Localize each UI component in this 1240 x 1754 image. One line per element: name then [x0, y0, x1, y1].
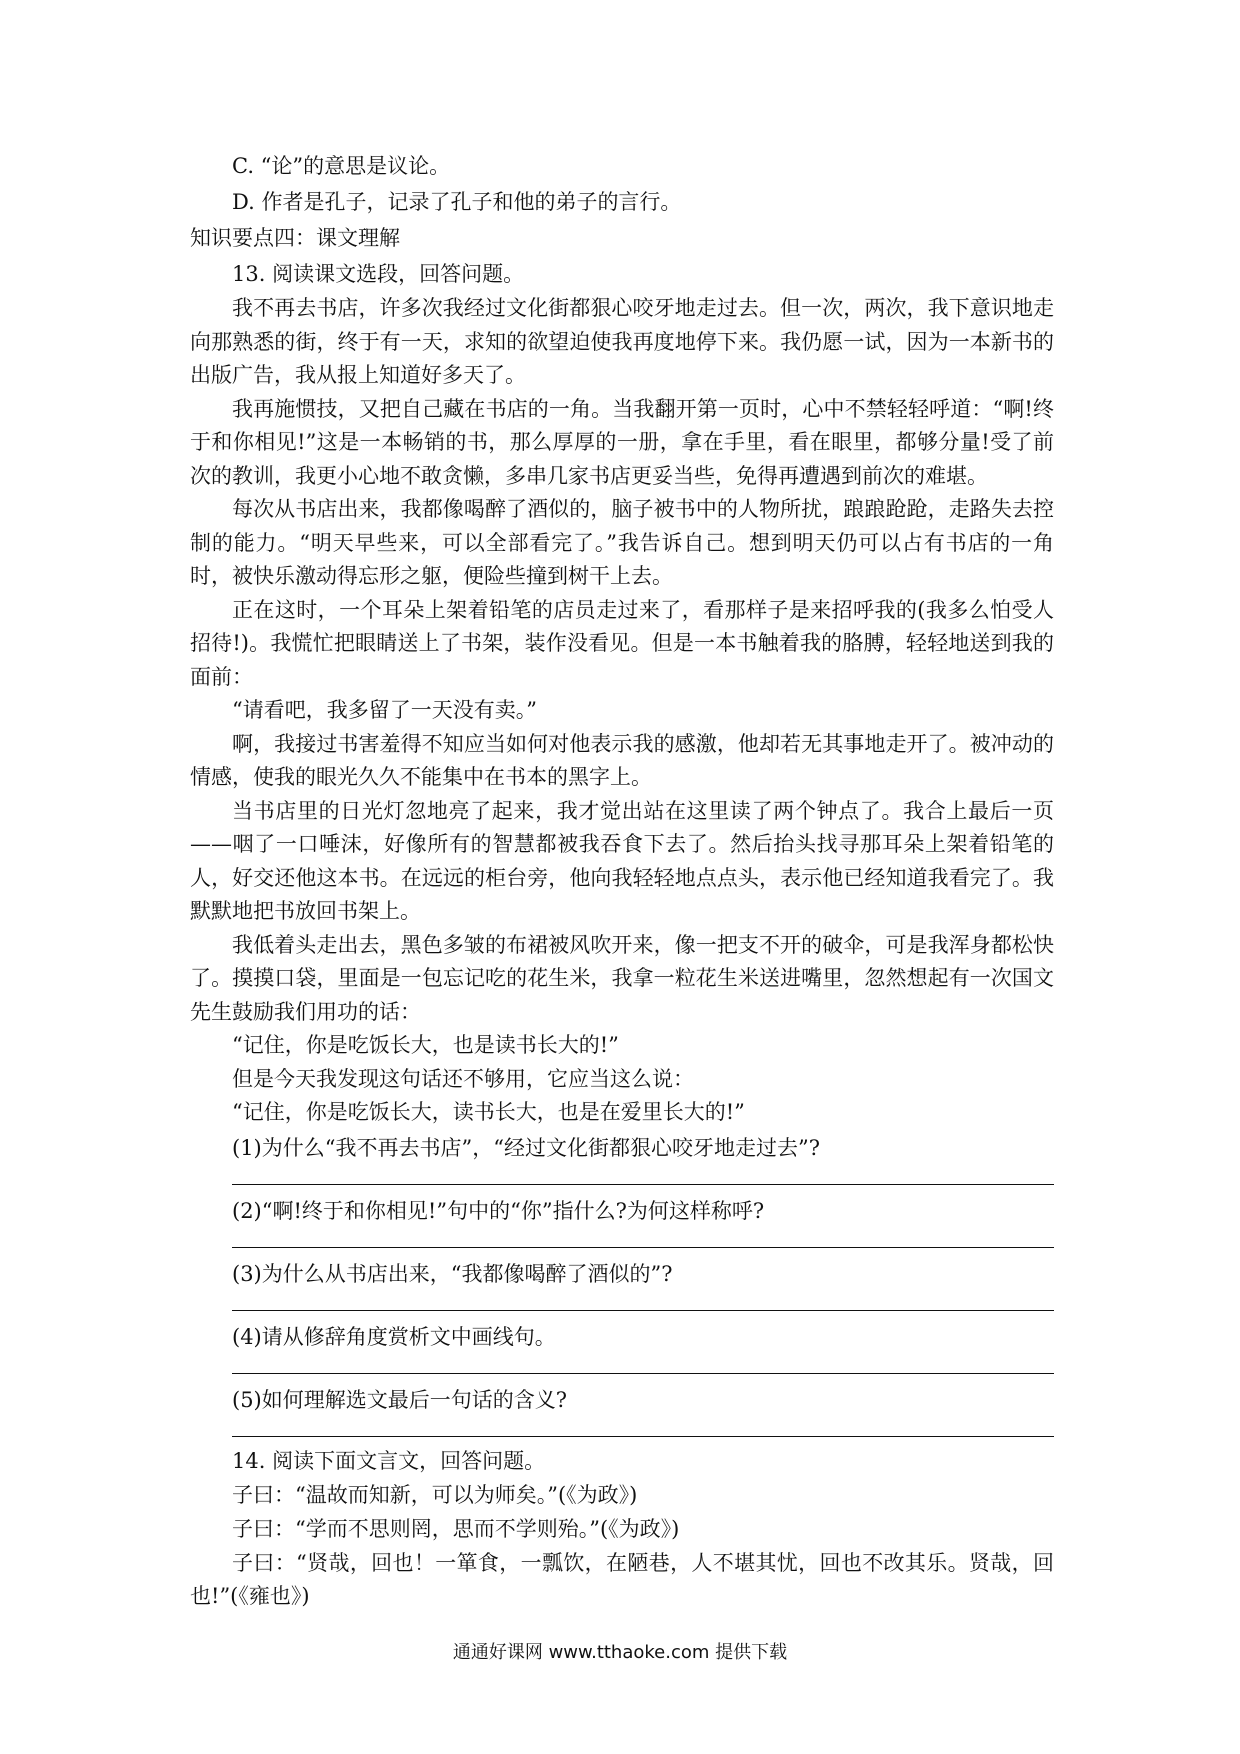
passage-paragraph: “请看吧，我多留了一天没有卖。” [232, 698, 537, 722]
passage-paragraph: 我不再去书店，许多次我经过文化街都狠心咬牙地走过去。但一次，两次，我下意识地走向那熟悉的街，终于有一天，求知的欲望迫使我再度地停下来。我仍愿一试，因为一本新书的出版广告，我从报上知道好多天了。 [190, 296, 1054, 387]
subquestion-3: (3)为什么从书店出来，“我都像喝醉了酒似的”? [232, 1261, 673, 1286]
classical-quote: 子曰：“学而不思则罔，思而不学则殆。”(《为政》) [232, 1516, 680, 1541]
passage-paragraph: 我再施惯技，又把自己藏在书店的一角。当我翻开第一页时，心中不禁轻轻呼道：“啊!终于和你相见!”这是一本畅销的书，那么厚厚的一册，拿在手里，看在眼里，都够分量!受了前次的教训，我更小心地不敢贪懒，多串几家书店更妥当些，免得再遭遇到前次的难堪。 [190, 396, 1054, 488]
subquestion-1: (1)为什么“我不再去书店”，“经过文化街都狠心咬牙地走过去”? [232, 1135, 820, 1160]
answer-line[interactable] [232, 1373, 1054, 1374]
reading-passage [190, 292, 1054, 1130]
answer-line[interactable] [232, 1247, 1054, 1248]
question-14 [190, 1445, 1054, 1614]
passage-paragraph: 正在这时，一个耳朵上架着铅笔的店员走过来了，看那样子是来招呼我的(我多么怕受人招待!)。我慌忙把眼睛送上了书架，装作没看见。但是一本书触着我的胳膊，轻轻地送到我的面前： [190, 597, 1054, 689]
passage-paragraph: 每次从书店出来，我都像喝醉了酒似的，脑子被书中的人物所扰，踉踉跄跄，走路失去控制的能力。“明天早些来，可以全部看完了。”我告诉自己。想到明天仍可以占有书店的一角时，被快乐激动得忘形之躯，便险些撞到树干上去。 [190, 497, 1054, 588]
section-heading: 知识要点四：课文理解 [190, 226, 400, 250]
question-13-subquestions [190, 1132, 1054, 1437]
subquestion-5: (5)如何理解选文最后一句话的含义? [232, 1387, 568, 1412]
answer-line[interactable] [232, 1184, 1054, 1185]
passage-paragraph: 但是今天我发现这句话还不够用，它应当这么说： [232, 1066, 694, 1091]
document-page [190, 150, 1054, 1614]
subquestion-2: (2)“啊!终于和你相见!”句中的“你”指什么?为何这样称呼? [232, 1198, 765, 1223]
passage-paragraph: 我低着头走出去，黑色多皱的布裙被风吹开来，像一把支不开的破伞，可是我浑身都松快了。摸摸口袋，里面是一包忘记吃的花生米，我拿一粒花生米送进嘴里，忽然想起有一次国文先生鼓励我们用功的话： [190, 932, 1054, 1024]
answer-line[interactable] [232, 1310, 1054, 1311]
option-d: D. 作者是孔子，记录了孔子和他的弟子的言行。 [232, 190, 682, 214]
passage-paragraph: “记住，你是吃饭长大，读书长大，也是在爱里长大的!” [232, 1100, 745, 1124]
passage-paragraph: “记住，你是吃饭长大，也是读书长大的!” [232, 1033, 619, 1057]
question-14-prompt: 14. 阅读下面文言文，回答问题。 [232, 1448, 546, 1473]
classical-quote: 子曰：“温故而知新，可以为师矣。”(《为政》) [232, 1482, 638, 1507]
classical-quote: 子曰：“贤哉，回也！一箪食，一瓢饮，在陋巷，人不堪其忧，回也不改其乐。贤哉，回也!”(《雍也》) [190, 1550, 1054, 1608]
option-c: C. “论”的意思是议论。 [232, 154, 451, 178]
subquestion-4: (4)请从修辞角度赏析文中画线句。 [232, 1324, 556, 1349]
passage-paragraph: 当书店里的日光灯忽地亮了起来，我才觉出站在这里读了两个钟点了。我合上最后一页——咽了一口唾沫，好像所有的智慧都被我吞食下去了。然后抬头找寻那耳朵上架着铅笔的人，好交还他这本书。在远远的柜台旁，他向我轻轻地点点头，表示他已经知道我看完了。我默默地把书放回书架上。 [190, 798, 1054, 923]
answer-line[interactable] [232, 1436, 1054, 1437]
passage-paragraph: 啊，我接过书害羞得不知应当如何对他表示我的感激，他却若无其事地走开了。被冲动的情感，使我的眼光久久不能集中在书本的黑字上。 [190, 731, 1054, 789]
page-footer: 通通好课网 www.tthaoke.com 提供下载 [452, 1642, 788, 1663]
question-13-prompt: 13. 阅读课文选段，回答问题。 [232, 262, 525, 286]
